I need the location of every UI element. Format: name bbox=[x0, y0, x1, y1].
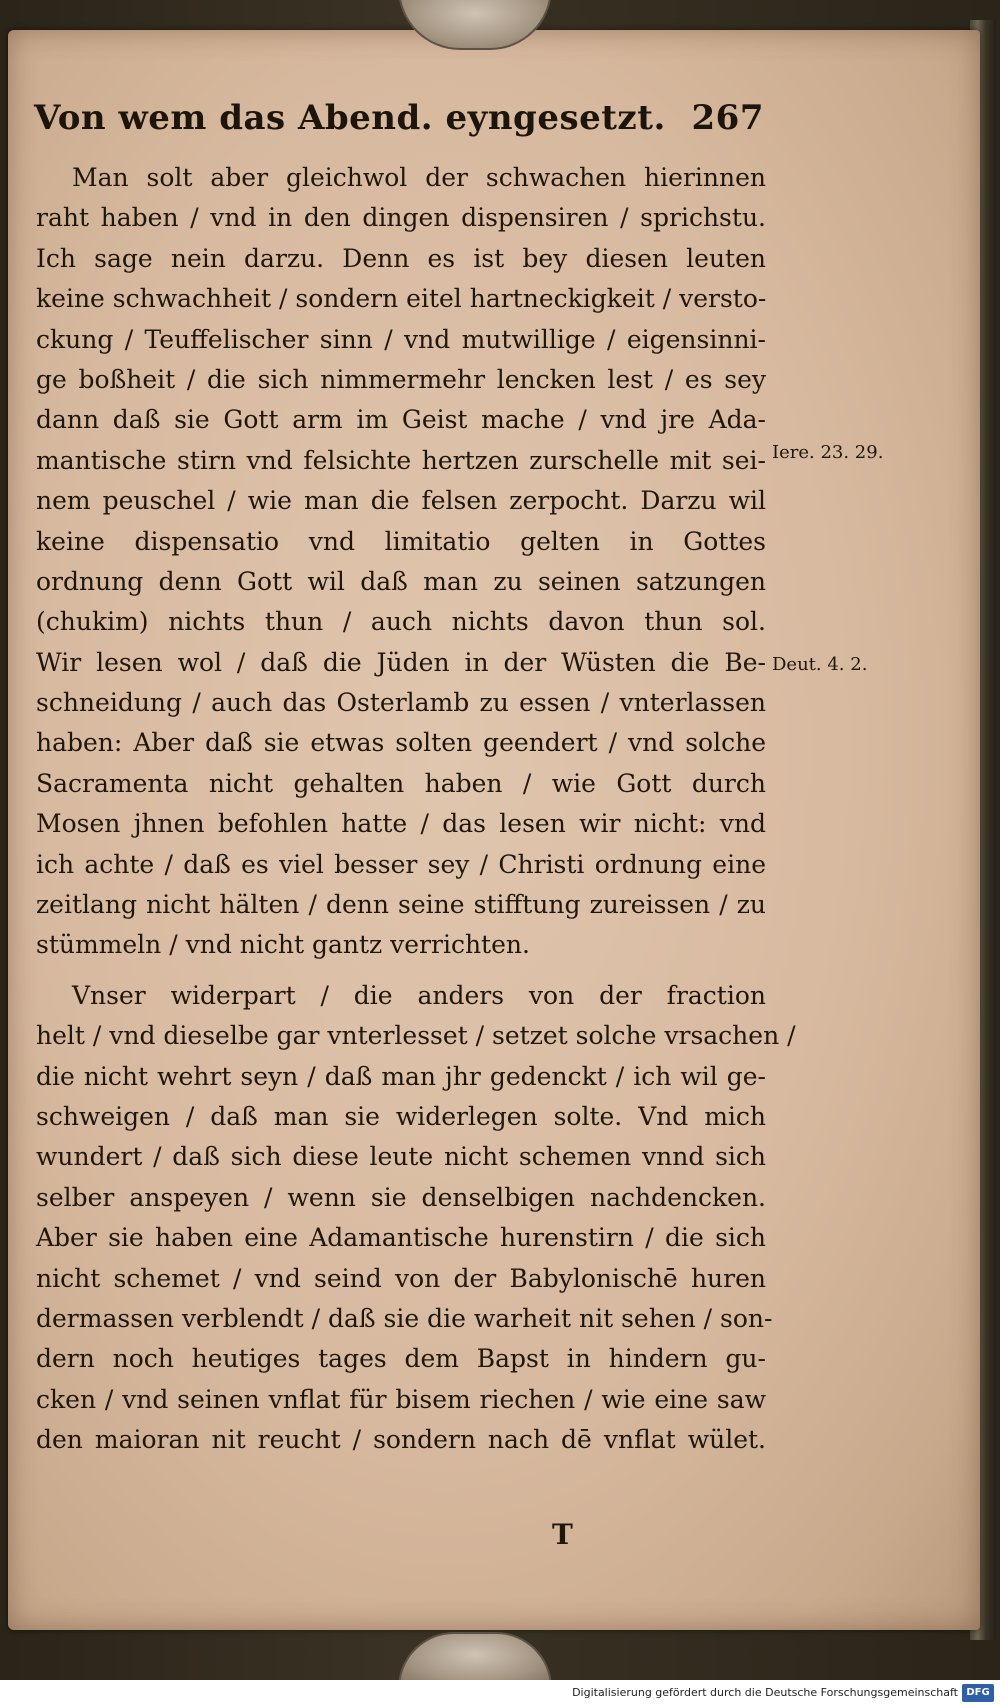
text-line: wundert / daß sich diese leute nicht schemen vnnd sich bbox=[36, 1142, 766, 1172]
text-line: dann daß sie Gott arm im Geist mache / vnd jre Ada- bbox=[36, 405, 766, 435]
text-line: dermassen verblendt / daß sie die warheit nit sehen / son- bbox=[36, 1303, 773, 1333]
catchword: T bbox=[552, 1518, 573, 1551]
text-line: helt / vnd dieselbe gar vnterlesset / setzet solche vrsachen / bbox=[36, 1021, 796, 1051]
text-line: stümmeln / vnd nicht gantz verrichten. bbox=[36, 930, 530, 960]
text-line: die nicht wehrt seyn / daß man jhr gedenckt / ich wil ge- bbox=[36, 1061, 766, 1091]
text-line: cken / vnd seinen vnflat für bisem riechen / wie eine saw bbox=[36, 1384, 766, 1414]
text-line: ich achte / daß es viel besser sey / Christi ordnung eine bbox=[36, 849, 766, 879]
text-line: ge boßheit / die sich nimmermehr lencken lest / es sey bbox=[36, 364, 766, 394]
text-line: Man solt aber gleichwol der schwachen hierinnen bbox=[72, 163, 766, 192]
text-line: ordnung denn Gott wil daß man zu seinen satzungen bbox=[36, 566, 766, 596]
text-line: mantische stirn vnd felsichte hertzen zurschelle mit sei- bbox=[36, 445, 766, 475]
text-line: Wir lesen wol / daß die Jüden in der Wüsten die Be- bbox=[36, 647, 766, 677]
text-line: nem peuschel / wie man die felsen zerpocht. Darzu wil bbox=[36, 486, 766, 516]
page-body bbox=[36, 158, 796, 1461]
text-line: raht haben / vnd in den dingen dispensiren / sprichstu. bbox=[36, 203, 766, 233]
text-line: Sacramenta nicht gehalten haben / wie Gott durch bbox=[36, 768, 766, 798]
text-line: (chukim) nichts thun / auch nichts davon thun sol. bbox=[36, 607, 766, 637]
text-line: haben: Aber daß sie etwas solten geendert / vnd solche bbox=[36, 728, 766, 758]
text-line: zeitlang nicht hälten / denn seine stifftung zureissen / zu bbox=[36, 890, 766, 920]
margin-note-deuteronomy: Deut. 4. 2. bbox=[772, 654, 868, 675]
text-line: schneidung / auch das Osterlamb zu essen / vnterlassen bbox=[36, 688, 766, 718]
running-head bbox=[34, 98, 764, 138]
dfg-logo: DFG bbox=[962, 1684, 994, 1702]
text-line: schweigen / daß man sie widerlegen solte. Vnd mich bbox=[36, 1101, 766, 1131]
text-line: dern noch heutiges tages dem Bapst in hindern gu- bbox=[36, 1344, 766, 1374]
text-line: Mosen jhnen befohlen hatte / das lesen wir nicht: vnd bbox=[36, 809, 766, 839]
text-line: ckung / Teuffelischer sinn / vnd mutwillige / eigensinni- bbox=[36, 324, 766, 354]
text-line: Ich sage nein darzu. Denn es ist bey diesen leuten bbox=[36, 243, 766, 273]
margin-note-jeremiah: Iere. 23. 29. bbox=[772, 442, 884, 463]
text-line: selber anspeyen / wenn sie denselbigen nachdencken. bbox=[36, 1182, 766, 1212]
text-line: nicht schemet / vnd seind von der Babylonischē huren bbox=[36, 1263, 766, 1293]
text-line: Vnser widerpart / die anders von der fraction bbox=[72, 980, 766, 1010]
text-line: keine dispensatio vnd limitatio gelten in Gottes bbox=[36, 526, 766, 556]
text-line: Aber sie haben eine Adamantische hurenstirn / die sich bbox=[36, 1223, 766, 1253]
page-number: 267 bbox=[691, 98, 764, 138]
funding-credit: Digitalisierung gefördert durch die Deutsche Forschungsgemeinschaft bbox=[572, 1686, 958, 1699]
footer-bar bbox=[0, 1680, 1000, 1707]
text-line: keine schwachheit / sondern eitel hartneckigkeit / versto- bbox=[36, 284, 767, 314]
running-head-title: Von wem das Abend. eyngesetzt. bbox=[34, 98, 666, 138]
text-line: den maioran nit reucht / sondern nach dē vnflat wület. bbox=[36, 1425, 766, 1455]
